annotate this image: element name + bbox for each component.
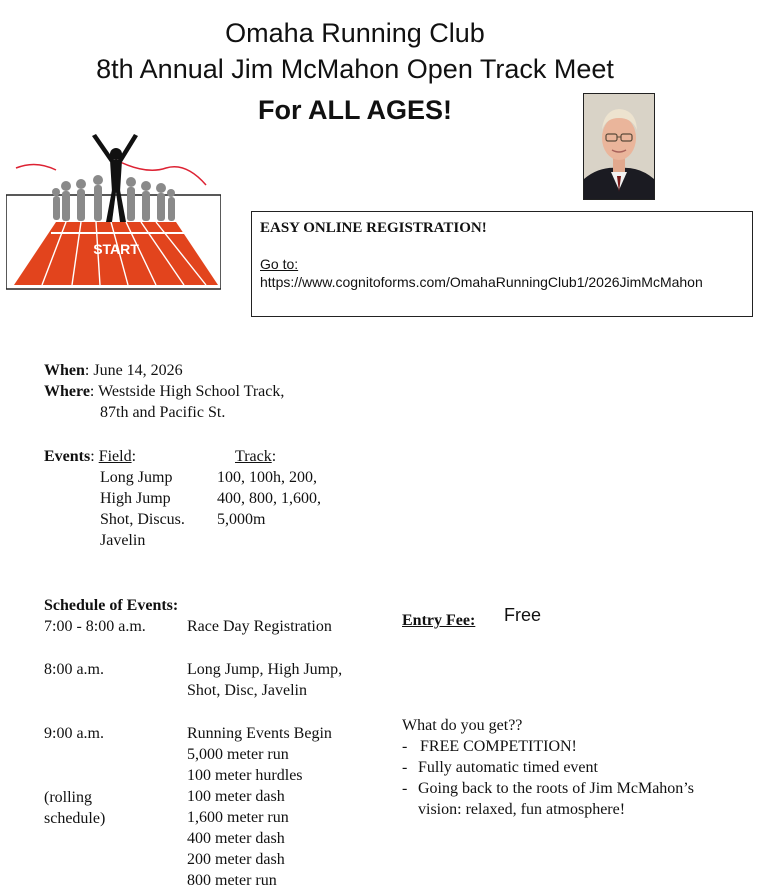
running-event: 200 meter dash: [187, 851, 285, 868]
schedule-time: 9:00 a.m.: [44, 725, 104, 742]
benefits-question: What do you get??: [402, 717, 523, 734]
track-header: [235, 446, 276, 467]
registration-heading: EASY ONLINE REGISTRATION!: [260, 220, 487, 236]
schedule-desc: Race Day Registration: [187, 618, 332, 635]
track-label: Track: [235, 448, 272, 465]
running-event: Running Events Begin: [187, 725, 332, 742]
running-events-list: [187, 723, 332, 891]
when-value: : June 14, 2026: [84, 362, 183, 379]
rolling-note: [44, 787, 105, 829]
goto-link-label[interactable]: Go to:: [260, 256, 299, 272]
field-event: Javelin: [100, 532, 146, 549]
schedule-time: 8:00 a.m.: [44, 661, 104, 678]
track-colon: :: [271, 448, 277, 465]
where-value: : Westside High School Track,: [89, 383, 285, 400]
dash-icon: -: [402, 759, 408, 776]
running-event: 800 meter run: [187, 872, 277, 889]
events-colon: :: [90, 448, 95, 465]
benefit-item: - Fully automatic timed event: [402, 759, 598, 776]
events-header: [44, 446, 136, 467]
when-label: When: [44, 362, 85, 379]
field-event: High Jump: [100, 490, 171, 507]
club-title: Omaha Running Club: [225, 18, 485, 48]
entry-fee-label: Entry Fee:: [402, 612, 476, 629]
running-event: 400 meter dash: [187, 830, 285, 847]
benefit-item: - Going back to the roots of Jim McMahon’s: [402, 780, 694, 797]
registration-url[interactable]: https://www.cognitoforms.com/OmahaRunningClub1/2026JimMcMahon: [260, 274, 703, 290]
benefits-list: [402, 736, 694, 820]
field-event-list: [100, 467, 185, 551]
benefit-item: vision: relaxed, fun atmosphere!: [418, 801, 626, 818]
schedule-desc-line: Long Jump, High Jump,: [187, 661, 343, 678]
benefit-item: - FREE COMPETITION!: [402, 738, 577, 755]
track-event: 100, 100h, 200,: [217, 469, 317, 486]
when-line: [44, 360, 183, 381]
rolling-line: schedule): [44, 810, 106, 827]
track-start-logo: [6, 130, 221, 290]
entry-fee-value: Free: [504, 605, 542, 625]
track-event-list: [217, 467, 321, 530]
field-event: Shot, Discus.: [100, 511, 185, 528]
tagline: For ALL AGES!: [258, 95, 452, 125]
field-event: Long Jump: [100, 469, 173, 486]
running-event: 100 meter dash: [187, 788, 285, 805]
running-event: 100 meter hurdles: [187, 767, 303, 784]
dash-icon: -: [402, 780, 408, 797]
running-event: 1,600 meter run: [187, 809, 289, 826]
where-label: Where: [44, 383, 90, 400]
events-label: Events: [44, 448, 91, 465]
track-event: 400, 800, 1,600,: [217, 490, 321, 507]
schedule-heading: Schedule of Events:: [44, 597, 179, 614]
registration-box: [251, 211, 753, 317]
event-title: 8th Annual Jim McMahon Open Track Meet: [96, 54, 614, 84]
schedule-desc: [187, 659, 342, 701]
where-address: 87th and Pacific St.: [100, 404, 226, 421]
rolling-line: (rolling: [44, 789, 92, 806]
schedule-desc-line: Shot, Disc, Javelin: [187, 682, 307, 699]
portrait-photo: [583, 93, 655, 200]
start-label: START: [93, 241, 139, 257]
field-colon: :: [131, 448, 137, 465]
where-line: [44, 381, 284, 402]
running-event: 5,000 meter run: [187, 746, 289, 763]
schedule-time: 7:00 - 8:00 a.m.: [44, 618, 146, 635]
dash-icon: -: [402, 738, 408, 755]
field-label: Field: [98, 448, 132, 465]
track-event: 5,000m: [217, 511, 266, 528]
